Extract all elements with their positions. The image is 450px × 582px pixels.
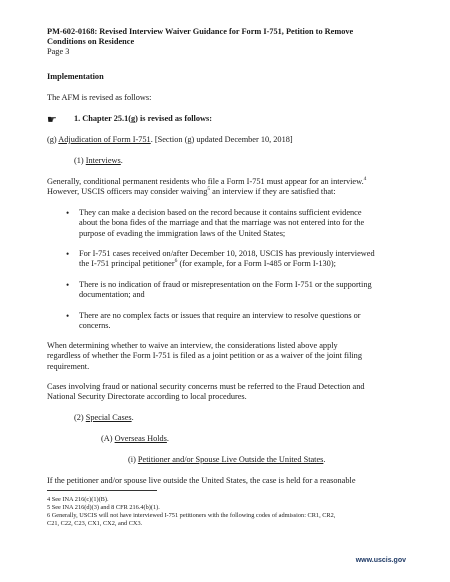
footnote-ref-5: 5 — [207, 186, 211, 193]
bullet-4-line-1: There are no complex facts or issues that require an interview to resolve questions or — [79, 311, 361, 320]
overseas-holds-heading — [101, 434, 401, 444]
bullet-4-line-2: concerns. — [79, 321, 111, 331]
footnote-4: 4 See INA 216(c)(1)(B). — [47, 496, 109, 503]
footnote-ref-4: 4 — [363, 176, 367, 183]
pointing-hand-icon: ☛ — [47, 113, 57, 126]
list-item — [79, 280, 395, 301]
afm-intro-text: The AFM is revised as follows: — [47, 93, 152, 102]
bullet-2-text-a: the I-751 principal petitioner — [79, 259, 175, 269]
special-suffix: . — [131, 413, 134, 422]
interviews-suffix: . — [120, 156, 123, 165]
bullet-2-line-2 — [79, 259, 395, 269]
footnote-5: 5 See INA 216(d)(3) and 8 CFR 216.4(b)(1). — [47, 504, 160, 511]
para2-line-3: requirement. — [47, 361, 90, 371]
bullet-3-line-1: There is no indication of fraud or misrepresentation on the Form I-751 or the supporting — [79, 280, 372, 289]
bullet-2-text-b: (for example, for a Form I-485 or Form I-130); — [177, 259, 336, 269]
footnote-divider — [47, 490, 157, 491]
para1-text-2b: an interview if they are satisfied that: — [210, 187, 336, 196]
para1-text-1: Generally, conditional permanent residents who file a Form I-751 must appear for an interview. — [47, 177, 364, 186]
bullet-icon: • — [66, 208, 70, 218]
overseas-title: Overseas Holds — [114, 434, 167, 443]
para3-line-2: National Security Directorate according to local procedures. — [47, 392, 247, 402]
bullet-1-line-2: about the bona fides of the marriage and that the marriage was not entered into for the — [79, 218, 365, 228]
bullet-icon: • — [66, 249, 70, 259]
para2-line-1: When determining whether to waive an interview, the considerations listed above apply — [47, 341, 338, 350]
petitioner-suffix: . — [323, 455, 326, 464]
adjudication-prefix: (g) — [47, 135, 59, 144]
para1-text-2a: However, USCIS officers may consider waiving — [47, 187, 208, 196]
para3-line-1: Cases involving fraud or national security concerns must be referred to the Fraud Detection and — [47, 382, 365, 391]
paragraph-fraud-referral — [47, 382, 407, 403]
interviews-subheading — [74, 156, 374, 166]
paragraph-held-case: If the petitioner and/or spouse live outside the United States, the case is held for a reasonable — [47, 476, 356, 485]
bullet-1-line-1: They can make a decision based on the record because it contains sufficient evidence — [79, 208, 362, 217]
list-item — [79, 208, 395, 239]
bullet-1-line-3: purpose of evading the immigration laws of the United States; — [79, 228, 286, 238]
footnote-6: 6 Generally, USCIS will not have interviewed I-751 petitioners with the following codes of admission: CR1, CR2, — [47, 512, 336, 519]
bullet-icon: • — [66, 311, 70, 321]
adjudication-note: . [Section (g) updated December 10, 2018] — [150, 135, 293, 144]
section-heading-implementation: Implementation — [47, 72, 104, 81]
interviews-prefix: (1) — [74, 156, 86, 165]
adjudication-line — [47, 135, 407, 145]
memo-title-line-2: Conditions on Residence — [47, 37, 135, 46]
adjudication-title: Adjudication of Form I-751 — [58, 135, 151, 144]
para2-line-2: regardless of whether the Form I-751 is filed as a joint petition or as a waiver of the joint filing — [47, 351, 362, 361]
overseas-prefix: (A) — [101, 434, 115, 443]
special-cases-heading — [74, 413, 374, 423]
memo-title-line-1: PM-602-0168: Revised Interview Waiver Guidance for Form I-751, Petition to Remove — [47, 27, 354, 36]
page-number: Page 3 — [47, 47, 70, 56]
footer-url: www.uscis.gov — [355, 557, 406, 564]
footnote-ref-6: 6 — [174, 258, 178, 265]
special-title: Special Cases — [85, 413, 132, 422]
petitioner-title: Petitioner and/or Spouse Live Outside the United States — [137, 455, 324, 464]
bullet-3-line-2: documentation; and — [79, 290, 145, 300]
list-item — [79, 311, 395, 332]
overseas-suffix: . — [166, 434, 169, 443]
paragraph-waive-considerations — [47, 341, 407, 372]
special-prefix: (2) — [74, 413, 86, 422]
bullet-icon: • — [66, 280, 70, 290]
bullet-2-line-1: For I-751 cases received on/after December 10, 2018, USCIS has previously interviewed — [79, 249, 375, 258]
chapter-heading: 1. Chapter 25.1(g) is revised as follows: — [74, 114, 212, 123]
list-item — [79, 249, 395, 270]
footnote-6-continued: C21, C22, C23, CX1, CX2, and CX3. — [47, 520, 143, 527]
petitioner-outside-us-heading — [128, 455, 408, 465]
interviews-title: Interviews — [85, 156, 121, 165]
petitioner-prefix: (i) — [128, 455, 138, 464]
paragraph-interview-line-1 — [47, 177, 407, 187]
paragraph-interview-line-2 — [47, 187, 407, 197]
